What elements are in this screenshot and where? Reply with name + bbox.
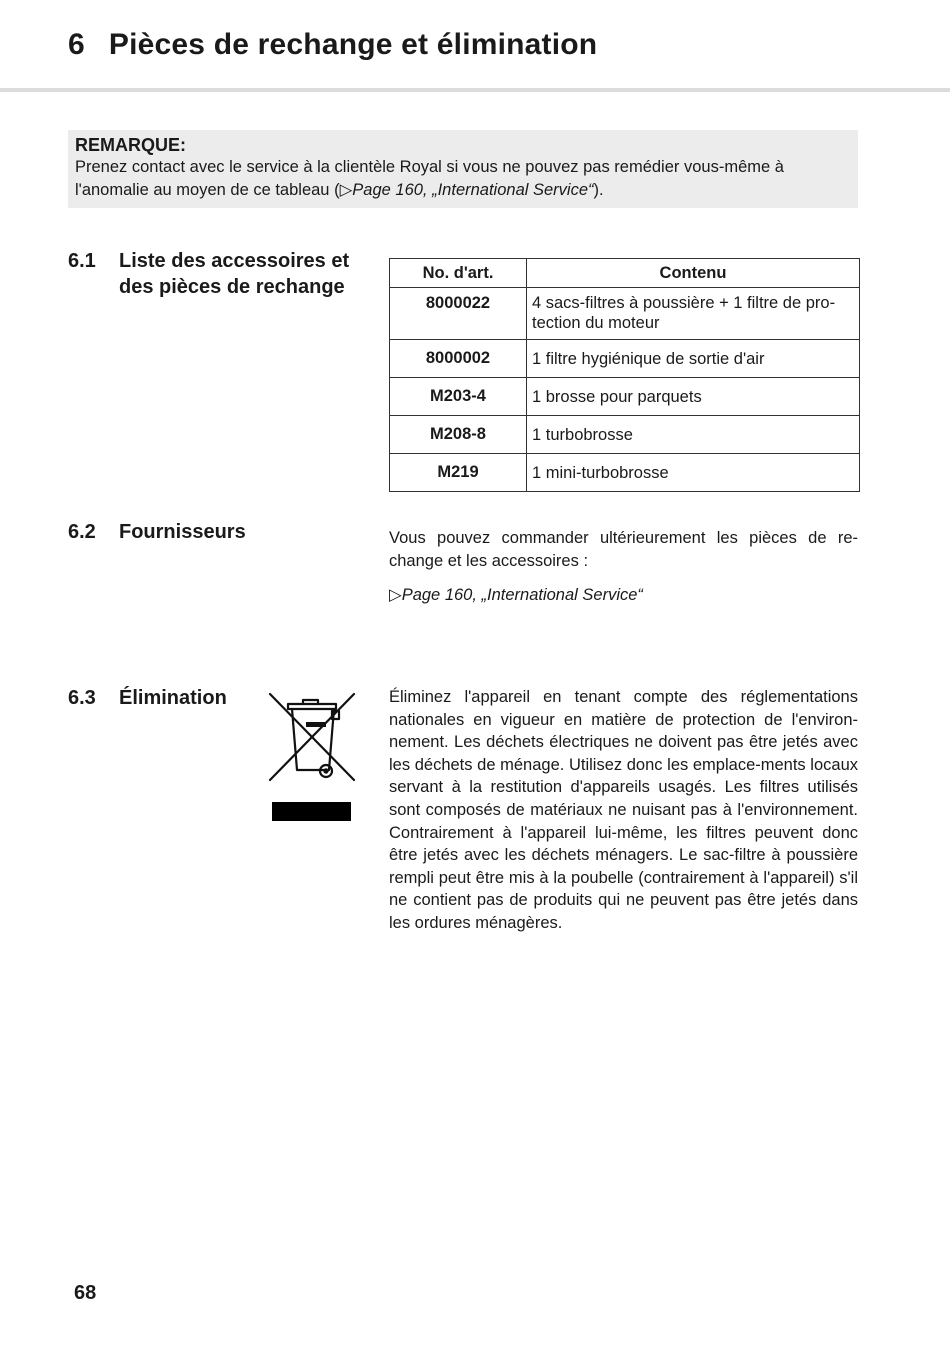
table-row xyxy=(390,416,860,454)
section-6-1-title: Liste des accessoires et des pièces de rechange xyxy=(119,250,350,298)
table-row xyxy=(390,378,860,416)
section-6-2-number: 6.2 xyxy=(68,521,96,543)
page-number: 68 xyxy=(74,1282,97,1304)
table-row xyxy=(390,454,860,492)
note-text-after: ). xyxy=(593,181,604,199)
article-number: M203-4 xyxy=(390,378,527,416)
article-number: 8000002 xyxy=(390,340,527,378)
column-header-content: Contenu xyxy=(527,259,860,288)
weee-crossed-bin-icon xyxy=(266,690,358,822)
column-header-art: No. d'art. xyxy=(390,259,527,288)
chapter-number: 6 xyxy=(68,28,85,61)
article-content: 1 mini-turbobrosse xyxy=(527,454,860,492)
title-divider xyxy=(0,88,950,92)
article-number: M208-8 xyxy=(390,416,527,454)
note-heading: REMARQUE: xyxy=(75,135,186,155)
table-header-row xyxy=(390,259,860,288)
article-content: 1 brosse pour parquets xyxy=(527,378,860,416)
note-page-link[interactable]: Page 160, „International Service“ xyxy=(352,181,594,199)
suppliers-page-link[interactable]: Page 160, „International Service“ xyxy=(401,586,643,604)
link-arrow-icon: ▷ xyxy=(389,586,402,604)
link-arrow-icon: ▷ xyxy=(339,181,353,199)
article-content: 4 sacs-filtres à poussière + 1 filtre de pro-tection du moteur xyxy=(527,288,860,340)
chapter-title-text: Pièces de rechange et élimination xyxy=(108,28,598,61)
section-6-2-title: Fournisseurs xyxy=(119,521,246,543)
article-number: 8000022 xyxy=(390,288,527,340)
suppliers-link[interactable] xyxy=(389,584,858,607)
section-6-3-title: Élimination xyxy=(119,687,227,709)
section-6-1-number: 6.1 xyxy=(68,250,96,272)
parts-table xyxy=(389,258,860,492)
article-content: 1 filtre hygiénique de sortie d'air xyxy=(527,340,860,378)
section-6-3-number: 6.3 xyxy=(68,687,96,709)
chapter-title xyxy=(68,28,597,62)
article-number: M219 xyxy=(390,454,527,492)
table-row xyxy=(390,340,860,378)
article-content: 1 turbobrosse xyxy=(527,416,860,454)
disposal-text: Éliminez l'appareil en tenant compte des réglementations nationales en vigueur en matière de protection de l'environ-nement. Les déchets électriques ne doivent pas être jetés avec les déchets de ménage. Utilisez donc les emplace-ments locaux servant à la restitution d'appareils usagés. Les filtres utilisés sont composés de matériaux ne nuisant pas à l'environnement. Contrairement à l'appareil lui-même, les filtres peuvent donc être jetés avec les déchets ménagers. Le sac-filtre à poussière rempli peut être mis à la poubelle (contrairement à l'appareil) s'il ne contient pas de produits qui ne peuvent pas être jetés dans les ordures ménagères. xyxy=(389,688,858,932)
note-text-before: Prenez contact avec le service à la clientèle Royal si vous ne pouvez pas remédier vous-même à l'anomalie au moyen de ce tableau ( xyxy=(75,158,784,199)
suppliers-text: Vous pouvez commander ultérieurement les pièces de re-change et les accessoires : xyxy=(389,529,858,570)
table-row xyxy=(390,288,860,340)
note-box xyxy=(68,130,858,208)
